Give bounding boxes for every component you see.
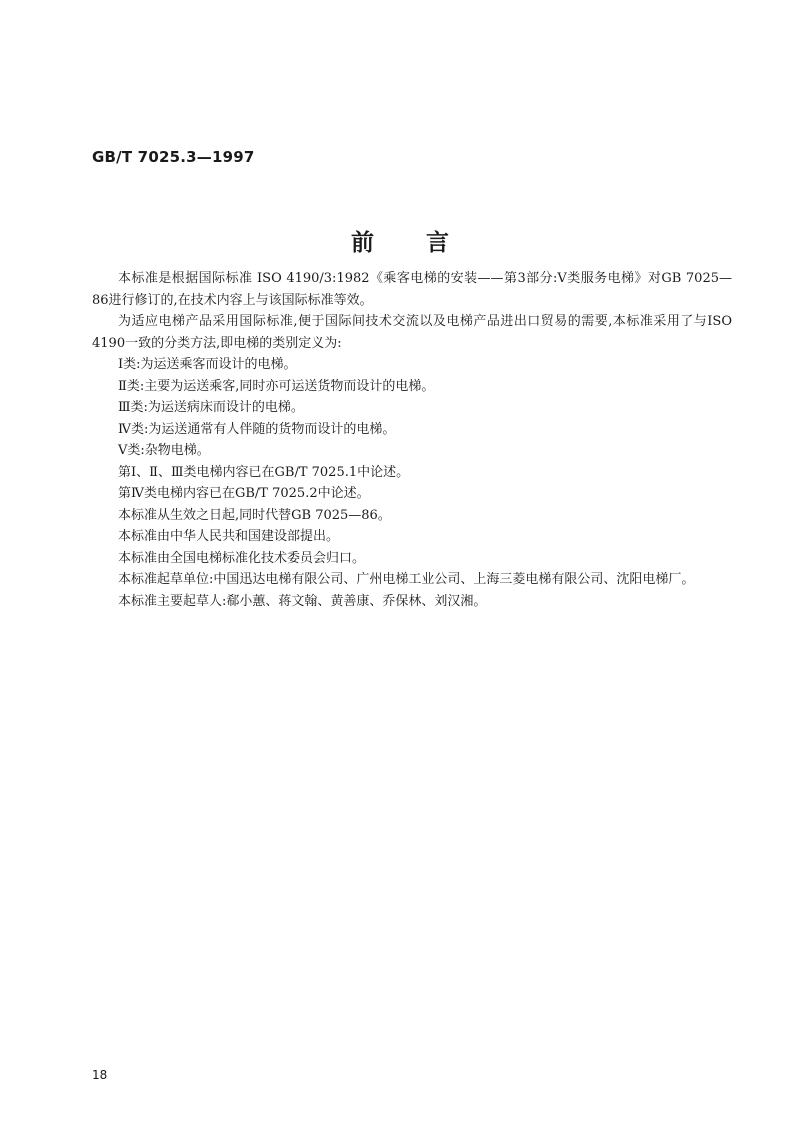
note-2: 第Ⅳ类电梯内容已在GB/T 7025.2中论述。	[118, 486, 370, 501]
category-item-2: Ⅱ类:主要为运送乘客,同时亦可运送货物而设计的电梯。	[118, 378, 435, 394]
paragraph-1: 本标准是根据国际标准 ISO 4190/3:1982《乘客电梯的安装——第3部分:V类服务电梯》对GB 7025—86进行修订的,在技术内容上与该国际标准等效。	[92, 271, 732, 308]
note-4: 本标准由中华人民共和国建设部提出。	[118, 529, 340, 544]
standard-code: GB/T 7025.3—1997	[92, 148, 255, 166]
page-title: 前言	[351, 230, 501, 256]
note-drafting-units: 本标准起草单位:中国迅达电梯有限公司、广州电梯工业公司、上海三菱电梯有限公司、沈阳电梯厂。	[118, 572, 695, 587]
category-item-4: Ⅳ类:为运送通常有人伴随的货物而设计的电梯。	[118, 421, 396, 437]
note-1: 第Ⅰ、Ⅱ、Ⅲ类电梯内容已在GB/T 7025.1中论述。	[118, 464, 410, 480]
document-body	[92, 268, 732, 612]
note-drafters: 本标准主要起草人:郗小蕙、蒋文翰、黄善康、乔保林、刘汉湘。	[118, 593, 487, 609]
note-3: 本标准从生效之日起,同时代替GB 7025—86。	[118, 507, 391, 523]
paragraph-2: 为适应电梯产品采用国际标准,便于国际间技术交流以及电梯产品进出口贸易的需要,本标准采用了与ISO 4190一致的分类方法,即电梯的类别定义为:	[92, 314, 732, 351]
category-item-3: Ⅲ类:为运送病床而设计的电梯。	[118, 400, 304, 415]
category-item-1: Ⅰ类:为运送乘客而设计的电梯。	[118, 357, 297, 372]
category-item-5: Ⅴ类:杂物电梯。	[118, 443, 210, 458]
note-5: 本标准由全国电梯标准化技术委员会归口。	[118, 550, 366, 566]
page-number: 18	[92, 1068, 108, 1082]
